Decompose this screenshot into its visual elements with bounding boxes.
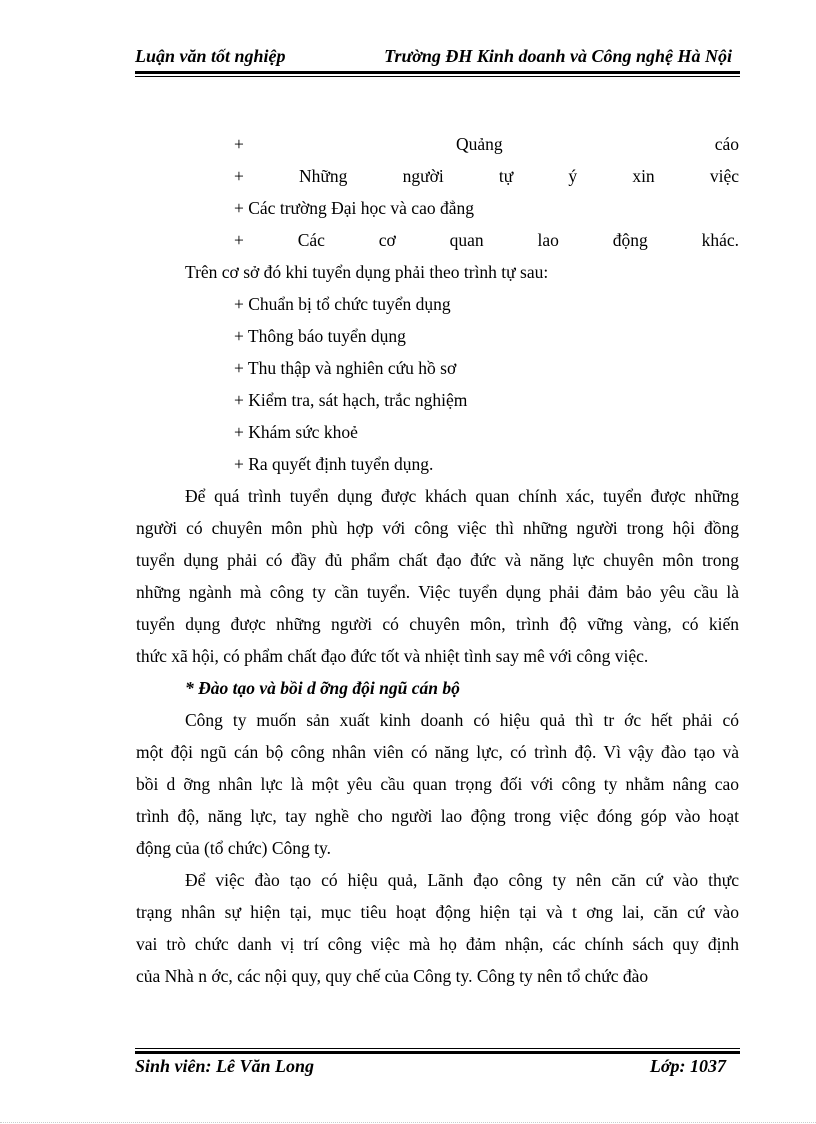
list-item: + Thu thập và nghiên cứu hồ sơ <box>234 358 457 378</box>
paragraph-line: một đội ngũ cán bộ công nhân viên có năng lực, có trình độ. Vì vậy đào tạo và <box>136 742 739 762</box>
intro-text: Trên cơ sở đó khi tuyển dụng phải theo trình tự sau: <box>185 262 549 282</box>
list-item: + Thông báo tuyển dụng <box>234 326 406 346</box>
page-footer <box>135 1056 740 1082</box>
page-content <box>136 128 739 992</box>
paragraph-line: tuyển dụng phải có đầy đủ phẩm chất đạo đức và năng lực chuyên môn trong <box>136 550 739 570</box>
header-rule-thick <box>135 71 740 74</box>
footer-rule-thick <box>135 1051 740 1054</box>
header-university-name: Trường ĐH Kinh doanh và Công nghệ Hà Nội <box>384 46 732 66</box>
list-item: + Khám sức khoẻ <box>234 422 358 442</box>
paragraph-line: Để quá trình tuyển dụng được khách quan chính xác, tuyển được những <box>185 486 739 506</box>
paragraph-line: trạng nhân sự hiện tại, mục tiêu hoạt động hiện tại và t ơng lai, căn cứ vào <box>136 902 739 922</box>
list-item: + Kiểm tra, sát hạch, trắc nghiệm <box>234 390 468 410</box>
paragraph-line: của Nhà n ớc, các nội quy, quy chế của Công ty. Công ty nên tổ chức đào <box>136 966 649 986</box>
page-header <box>135 44 740 70</box>
paragraph-line: tuyển dụng được những người có chuyên môn, trình độ vững vàng, có kiến <box>136 614 739 634</box>
paragraph-line: Để việc đào tạo có hiệu quả, Lãnh đạo công ty nên căn cứ vào thực <box>185 870 739 890</box>
paragraph-line: những ngành mà công ty cần tuyển. Việc tuyển dụng phải đảm bảo yêu cầu là <box>136 582 739 602</box>
paragraph-line: người có chuyên môn phù hợp với công việc thì những người trong hội đồng <box>136 518 739 538</box>
paragraph-line: trình độ, năng lực, tay nghề cho người lao động trong việc đóng góp vào hoạt <box>136 806 739 826</box>
list-item: + Quảng cáo <box>234 134 739 154</box>
header-rule-thin <box>135 76 740 77</box>
footer-rule-thin <box>135 1048 740 1049</box>
list-item: + Ra quyết định tuyển dụng. <box>234 454 434 474</box>
list-item: + Những người tự ý xin việc <box>234 166 739 186</box>
footer-student-name: Sinh viên: Lê Văn Long <box>135 1056 315 1076</box>
footer-class-number: Lớp: 1037 <box>649 1056 726 1076</box>
list-item: + Các cơ quan lao động khác. <box>234 230 739 250</box>
header-thesis-label: Luận văn tốt nghiệp <box>135 46 286 66</box>
paragraph-line: Công ty muốn sản xuất kinh doanh có hiệu quả thì tr ớc hết phải có <box>185 710 739 730</box>
paragraph-line: bồi d ỡng nhân lực là một yêu cầu quan trọng đối với công ty nhằm nâng cao <box>136 774 739 794</box>
section-heading: * Đào tạo và bồi d ỡng đội ngũ cán bộ <box>185 678 460 698</box>
paragraph-line: vai trò chức danh vị trí công việc mà họ đảm nhận, các chính sách quy định <box>136 934 739 954</box>
paragraph-line: động của (tổ chức) Công ty. <box>136 838 331 858</box>
list-item: + Chuẩn bị tổ chức tuyển dụng <box>234 294 451 314</box>
list-item: + Các trường Đại học và cao đẳng <box>234 198 474 218</box>
paragraph-line: thức xã hội, có phẩm chất đạo đức tốt và nhiệt tình say mê với công việc. <box>136 646 649 666</box>
